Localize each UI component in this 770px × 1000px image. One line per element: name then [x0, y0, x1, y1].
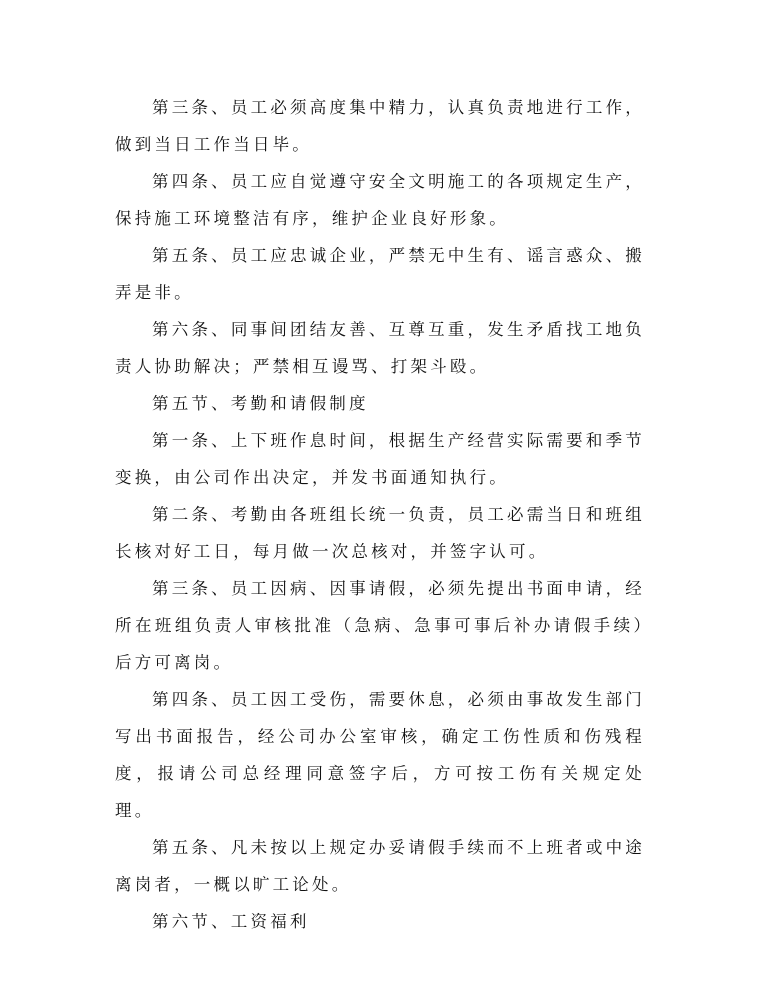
section-heading-attendance: 第五节、考勤和请假制度 [152, 394, 369, 413]
paragraph-attendance-article-2: 第二条、考勤由各班组长统一负责，员工必需当日和班组长核对好工日，每月做一次总核对，并签字认可。 [115, 505, 645, 561]
paragraph-attendance-article-1: 第一条、上下班作息时间，根据生产经营实际需要和季节变换，由公司作出决定，并发书面通知执行。 [115, 431, 645, 487]
paragraph-article-3-concentration: 第三条、员工必须高度集中精力，认真负责地进行工作，做到当日工作当日毕。 [115, 98, 645, 154]
paragraph-attendance-article-4: 第四条、员工因工受伤，需要休息，必须由事故发生部门写出书面报告，经公司办公室审核，确定工伤性质和伤残程度，报请公司总经理同意签字后，方可按工伤有关规定处理。 [115, 690, 645, 820]
paragraph-attendance-article-5: 第五条、凡未按以上规定办妥请假手续而不上班者或中途离岗者，一概以旷工论处。 [115, 838, 645, 894]
document-body [115, 89, 645, 940]
paragraph-article-6-colleagues: 第六条、同事间团结友善、互尊互重，发生矛盾找工地负责人协助解决；严禁相互谩骂、打架斗殴。 [115, 320, 645, 376]
paragraph-article-4-safety: 第四条、员工应自觉遵守安全文明施工的各项规定生产，保持施工环境整洁有序，维护企业良好形象。 [115, 172, 645, 228]
paragraph-article-5-loyalty: 第五条、员工应忠诚企业，严禁无中生有、谣言惑众、搬弄是非。 [115, 246, 645, 302]
section-heading-wages: 第六节、工资福利 [152, 912, 310, 931]
paragraph-attendance-article-3: 第三条、员工因病、因事请假，必须先提出书面申请，经所在班组负责人审核批准（急病、急事可事后补办请假手续）后方可离岗。 [115, 579, 645, 672]
